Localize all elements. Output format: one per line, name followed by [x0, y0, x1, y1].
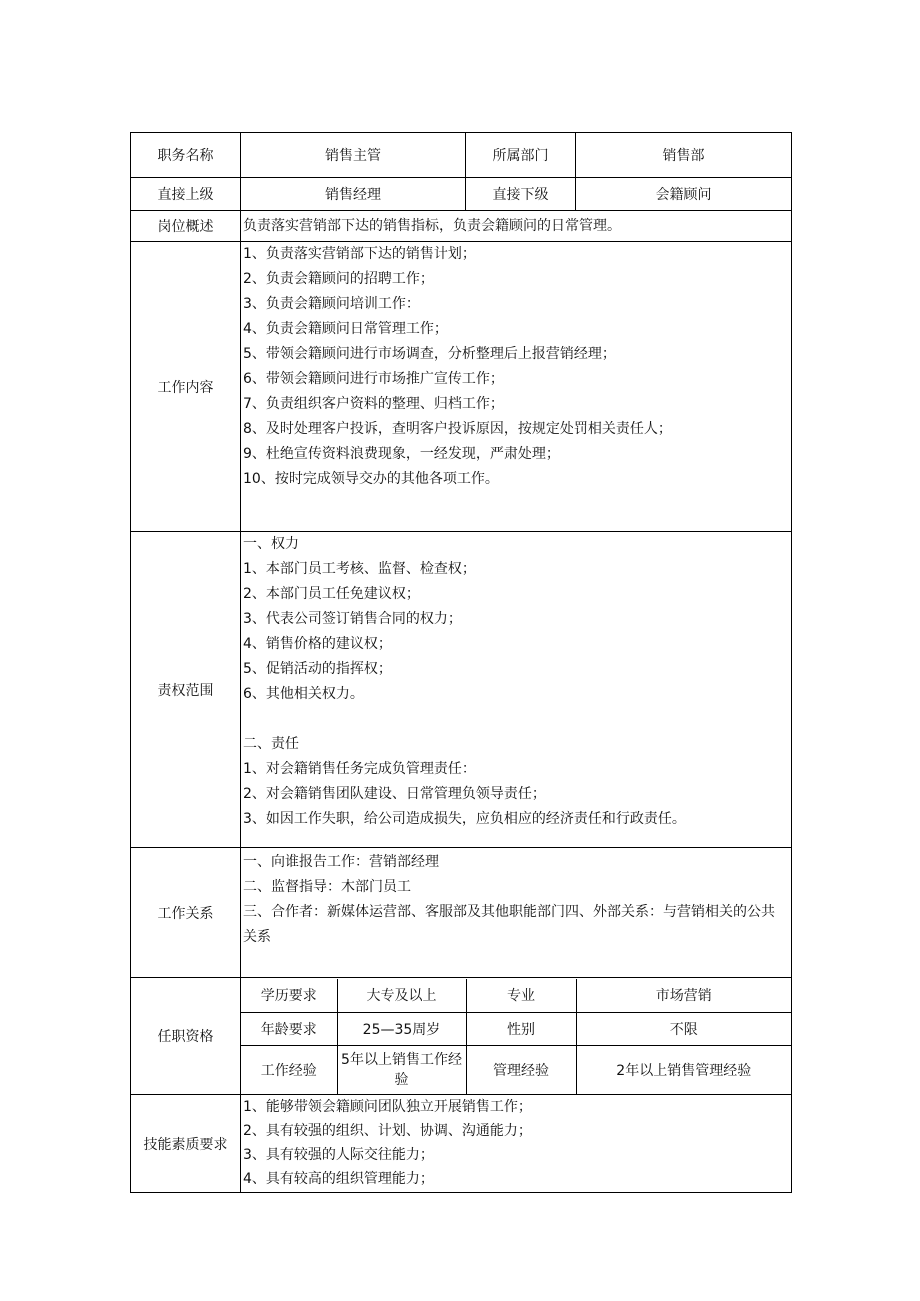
- list-item: 2、本部门员工任免建议权；: [243, 586, 420, 602]
- row-skills: [131, 1095, 792, 1193]
- list-item: 3、负责会籍顾问培训工作：: [243, 296, 420, 312]
- authority-list: [241, 532, 792, 848]
- list-item: 10、按时完成领导交办的其他各项工作。: [243, 471, 499, 487]
- responsibility-heading: 二、责任: [243, 736, 299, 752]
- table-cell: 市场营销: [576, 979, 791, 1013]
- table-cell: 管理经验: [466, 1046, 576, 1094]
- list-item: 9、杜绝宣传资料浪费现象，一经发现，严肃处理；: [243, 446, 560, 462]
- value-superior: 销售经理: [241, 178, 466, 211]
- table-cell: 2年以上销售管理经验: [576, 1046, 791, 1094]
- row-authority: [131, 532, 792, 848]
- list-item: 6、其他相关权力。: [243, 686, 364, 702]
- list-item: 3、具有较强的人际交往能力；: [243, 1147, 434, 1163]
- label-duties: 工作内容: [131, 242, 241, 532]
- spacer: [243, 707, 791, 732]
- list-item: 4、销售价格的建议权；: [243, 636, 392, 652]
- list-item: 5、促销活动的指挥权；: [243, 661, 392, 677]
- row-overview: [131, 211, 792, 242]
- list-item: 6、带领会籍顾问进行市场推广宣传工作；: [243, 371, 504, 387]
- list-item: 1、对会籍销售任务完成负管理责任：: [243, 761, 476, 777]
- value-subordinate: 会籍顾问: [576, 178, 792, 211]
- label-relations: 工作关系: [131, 848, 241, 978]
- label-authority: 责权范围: [131, 532, 241, 848]
- row-superior: [131, 178, 792, 211]
- table-cell: 25—35周岁: [337, 1013, 466, 1046]
- label-superior: 直接上级: [131, 178, 241, 211]
- row-title: [131, 133, 792, 178]
- job-description-document: [130, 132, 791, 1193]
- table-cell: 学历要求: [241, 979, 337, 1013]
- row-duties: [131, 242, 792, 532]
- table-cell: 专业: [466, 979, 576, 1013]
- list-item: 三、合作者：新媒体运营部、客服部及其他职能部门四、外部关系：与营销相关的公共关系: [243, 904, 775, 945]
- power-heading: 一、权力: [243, 536, 299, 552]
- label-subordinate: 直接下级: [466, 178, 576, 211]
- list-item: 7、负责组织客户资料的整理、归档工作；: [243, 396, 504, 412]
- label-overview: 岗位概述: [131, 211, 241, 242]
- list-item: 8、及时处理客户投诉，查明客户投诉原因，按规定处罚相关责任人；: [243, 421, 672, 437]
- table-cell: 大专及以上: [337, 979, 466, 1013]
- row-relations: [131, 848, 792, 978]
- qualifications-table: [241, 979, 791, 1094]
- list-item: 2、具有较强的组织、计划、协调、沟通能力；: [243, 1123, 532, 1139]
- list-item: 1、负责落实营销部下达的销售计划；: [243, 246, 476, 262]
- table-cell: 工作经验: [241, 1046, 337, 1094]
- list-item: 1、本部门员工考核、监督、检查权；: [243, 561, 476, 577]
- list-item: 一、向谁报告工作：营销部经理: [243, 854, 439, 870]
- list-item: 2、负责会籍顾问的招聘工作；: [243, 271, 434, 287]
- row-qualifications: [131, 978, 792, 1095]
- list-item: 3、代表公司签订销售合同的权力；: [243, 611, 462, 627]
- table-cell: 5年以上销售工作经验: [337, 1046, 466, 1094]
- list-item: 4、具有较高的组织管理能力；: [243, 1171, 434, 1187]
- relations-list: [241, 848, 792, 978]
- job-description-table: [130, 132, 792, 1193]
- table-cell: 年龄要求: [241, 1013, 337, 1046]
- table-row: [241, 979, 791, 1013]
- list-item: 5、带领会籍顾问进行市场调查，分析整理后上报营销经理；: [243, 346, 616, 362]
- list-item: 3、如因工作失职，给公司造成损失，应负相应的经济责任和行政责任。: [243, 811, 686, 827]
- list-item: 二、监督指导：木部门员工: [243, 879, 411, 895]
- duties-list: [241, 242, 792, 532]
- table-row: [241, 1013, 791, 1046]
- table-cell: 不限: [576, 1013, 791, 1046]
- table-row: [241, 1046, 791, 1094]
- table-cell: 性别: [466, 1013, 576, 1046]
- qualifications-cell: [241, 978, 792, 1095]
- value-job-title: 销售主管: [241, 133, 466, 178]
- value-department: 销售部: [576, 133, 792, 178]
- list-item: 4、负责会籍顾问日常管理工作；: [243, 321, 448, 337]
- value-overview: 负责落实营销部下达的销售指标，负责会籍顾问的日常管理。: [241, 211, 792, 242]
- label-skills: 技能素质要求: [131, 1095, 241, 1193]
- label-qualifications: 任职资格: [131, 978, 241, 1095]
- list-item: 2、对会籍销售团队建设、日常管理负领导责任；: [243, 786, 546, 802]
- label-job-title: 职务名称: [131, 133, 241, 178]
- skills-list: [241, 1095, 792, 1193]
- label-department: 所属部门: [466, 133, 576, 178]
- list-item: 1、能够带领会籍顾问团队独立开展销售工作；: [243, 1099, 532, 1115]
